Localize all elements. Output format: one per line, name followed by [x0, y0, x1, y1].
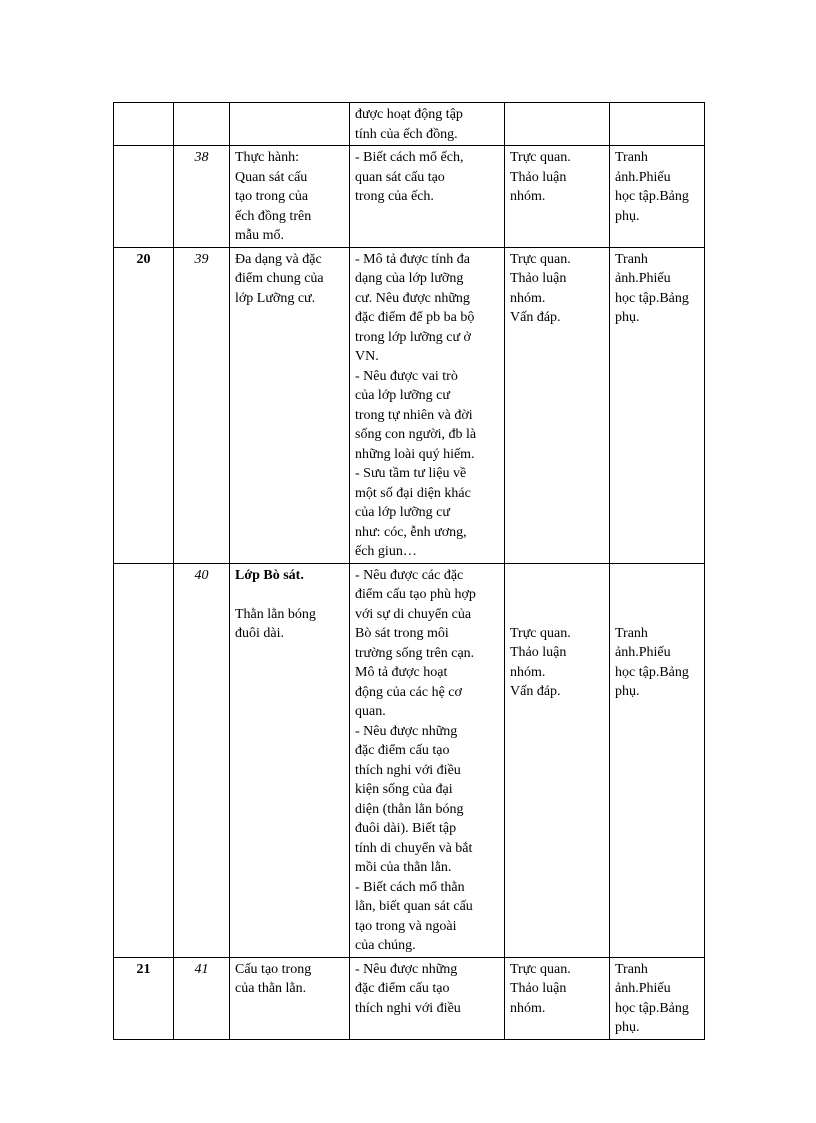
objectives-line: thích nghi với điều — [355, 762, 461, 778]
table-body — [114, 103, 705, 1040]
objectives-line: của lớp lưỡng cư — [355, 388, 450, 403]
methods-cell — [505, 563, 610, 957]
methods-line: Thảo luận — [510, 645, 567, 660]
methods-line: nhóm. — [510, 290, 546, 306]
equipment-line: phụ. — [615, 1020, 640, 1035]
objectives-line: - Nêu được vai trò — [355, 368, 458, 384]
equipment-line: học tập.Bảng — [615, 189, 689, 204]
equipment-line: Tranh — [615, 251, 648, 267]
lesson-cell: 39 — [174, 247, 230, 563]
equipment-line: Tranh — [615, 150, 648, 165]
title-cell — [230, 957, 350, 1039]
week-cell — [114, 563, 174, 957]
equipment-line: học tập.Bảng — [615, 1000, 689, 1016]
objectives-line: - Nêu được các đặc — [355, 567, 464, 583]
methods-cell — [505, 247, 610, 563]
objectives-line: - Nêu được những — [355, 723, 458, 739]
week-cell — [114, 103, 174, 146]
objectives-line: quan. — [355, 704, 386, 719]
objectives-line: mồi của thằn lằn. — [355, 860, 452, 875]
lesson-cell — [174, 103, 230, 146]
objectives-cell — [350, 103, 505, 146]
methods-line: Trực quan. — [510, 251, 571, 267]
equipment-line: phụ. — [615, 310, 640, 325]
objectives-line: của lớp lưỡng cư — [355, 505, 450, 520]
week-cell: 20 — [114, 247, 174, 563]
objectives-line: động của các hệ cơ — [355, 684, 462, 700]
title-line: Đa dạng và đặc — [235, 251, 322, 267]
objectives-line: đặc điểm cấu tạo — [355, 981, 450, 996]
methods-line: Trực quan. — [510, 625, 571, 641]
objectives-line: những loài quý hiếm. — [355, 446, 475, 462]
equipment-line: ảnh.Phiếu — [615, 981, 671, 996]
objectives-line: tính của ếch đồng. — [355, 126, 458, 142]
title-line: Thằn lằn bóng — [235, 606, 316, 622]
lesson-cell: 38 — [174, 146, 230, 248]
objectives-line: được hoạt động tập — [355, 107, 463, 122]
objectives-line: tạo trong và ngoài — [355, 918, 457, 934]
equipment-line: học tập.Bảng — [615, 664, 689, 680]
table-row — [114, 563, 705, 957]
lesson-cell: 40 — [174, 563, 230, 957]
equipment-line: ảnh.Phiếu — [615, 271, 671, 286]
objectives-line: quan sát cấu tạo — [355, 169, 445, 185]
objectives-line: - Biết cách mổ thằn — [355, 879, 465, 895]
table-row — [114, 247, 705, 563]
title-line: của thằn lằn. — [235, 981, 307, 996]
objectives-cell — [350, 957, 505, 1039]
table-row — [114, 146, 705, 248]
table-row — [114, 957, 705, 1039]
title-cell — [230, 247, 350, 563]
title-line: mẫu mổ. — [235, 228, 284, 243]
methods-cell — [505, 146, 610, 248]
objectives-line: trong lớp lưỡng cư ở — [355, 329, 471, 345]
objectives-line: trong của ếch. — [355, 189, 434, 204]
objectives-line: - Biết cách mổ ếch, — [355, 150, 464, 165]
methods-line: Trực quan. — [510, 961, 571, 977]
objectives-line: Bò sát trong môi — [355, 626, 449, 641]
objectives-line: - Sưu tầm tư liệu về — [355, 466, 467, 481]
equipment-line: phụ. — [615, 684, 640, 699]
week-cell — [114, 146, 174, 248]
methods-line: nhóm. — [510, 664, 546, 680]
objectives-line: diện (thằn lằn bóng — [355, 801, 464, 817]
spacer — [235, 585, 344, 605]
objectives-cell — [350, 146, 505, 248]
objectives-line: đuôi dài). Biết tập — [355, 821, 457, 836]
equipment-line: học tập.Bảng — [615, 290, 689, 306]
objectives-line: dạng của lớp lưỡng — [355, 271, 464, 286]
title-cell — [230, 563, 350, 957]
objectives-line: một số đại diện khác — [355, 485, 471, 501]
equipment-line: ảnh.Phiếu — [615, 645, 671, 660]
title-cell — [230, 146, 350, 248]
objectives-line: - Mô tả được tính đa — [355, 251, 470, 267]
table-row — [114, 103, 705, 146]
objectives-line: đặc điểm cấu tạo — [355, 743, 450, 758]
methods-line: Thảo luận — [510, 981, 567, 996]
equipment-line: Tranh — [615, 625, 648, 641]
equipment-line: Tranh — [615, 961, 648, 977]
title-line: điểm chung của — [235, 271, 324, 286]
week-cell: 21 — [114, 957, 174, 1039]
methods-line: Trực quan. — [510, 150, 571, 165]
lesson-plan-table — [113, 102, 705, 1040]
objectives-line: của chúng. — [355, 938, 416, 953]
objectives-line: cư. Nêu được những — [355, 290, 470, 306]
objectives-line: ếch giun… — [355, 544, 417, 559]
equipment-line: phụ. — [615, 208, 640, 224]
equipment-cell — [610, 103, 705, 146]
title-cell — [230, 103, 350, 146]
methods-line: Thảo luận — [510, 169, 567, 185]
methods-line: nhóm. — [510, 189, 546, 204]
methods-line: Vấn đáp. — [510, 684, 561, 699]
title-line: Thực hành: — [235, 150, 299, 165]
equipment-cell — [610, 247, 705, 563]
objectives-line: VN. — [355, 349, 379, 364]
objectives-line: - Nêu được những — [355, 961, 458, 977]
title-line: tạo trong của — [235, 189, 309, 204]
methods-line: Vấn đáp. — [510, 310, 561, 325]
equipment-cell — [610, 957, 705, 1039]
objectives-line: đặc điểm để pb ba bộ — [355, 310, 475, 325]
title-line: Cấu tạo trong — [235, 961, 312, 977]
title-line: lớp Lưỡng cư. — [235, 290, 316, 306]
title-line: đuôi dài. — [235, 626, 284, 641]
objectives-line: như: cóc, ễnh ương, — [355, 524, 467, 540]
objectives-line: thích nghi với điều — [355, 1000, 461, 1016]
methods-line: Thảo luận — [510, 271, 567, 286]
objectives-line: với sự di chuyển của — [355, 606, 472, 622]
objectives-line: trường sống trên cạn. — [355, 645, 475, 661]
methods-line: nhóm. — [510, 1000, 546, 1016]
equipment-cell — [610, 146, 705, 248]
title-line: ếch đồng trên — [235, 208, 312, 224]
objectives-line: điểm cấu tạo phù hợp — [355, 587, 476, 602]
methods-cell — [505, 957, 610, 1039]
objectives-cell — [350, 563, 505, 957]
objectives-line: trong tự nhiên và đời — [355, 407, 473, 423]
objectives-line: sống con người, đb là — [355, 427, 477, 442]
objectives-line: tính di chuyển và bắt — [355, 840, 473, 856]
title-line: Quan sát cấu — [235, 169, 308, 185]
objectives-line: lằn, biết quan sát cấu — [355, 899, 473, 914]
objectives-line: kiện sống của đại — [355, 782, 453, 797]
lesson-cell: 41 — [174, 957, 230, 1039]
equipment-cell — [610, 563, 705, 957]
objectives-line: Mô tả được hoạt — [355, 665, 448, 680]
equipment-line: ảnh.Phiếu — [615, 169, 671, 185]
objectives-cell — [350, 247, 505, 563]
lesson-heading: Lớp Bò sát. — [235, 567, 304, 583]
methods-cell — [505, 103, 610, 146]
